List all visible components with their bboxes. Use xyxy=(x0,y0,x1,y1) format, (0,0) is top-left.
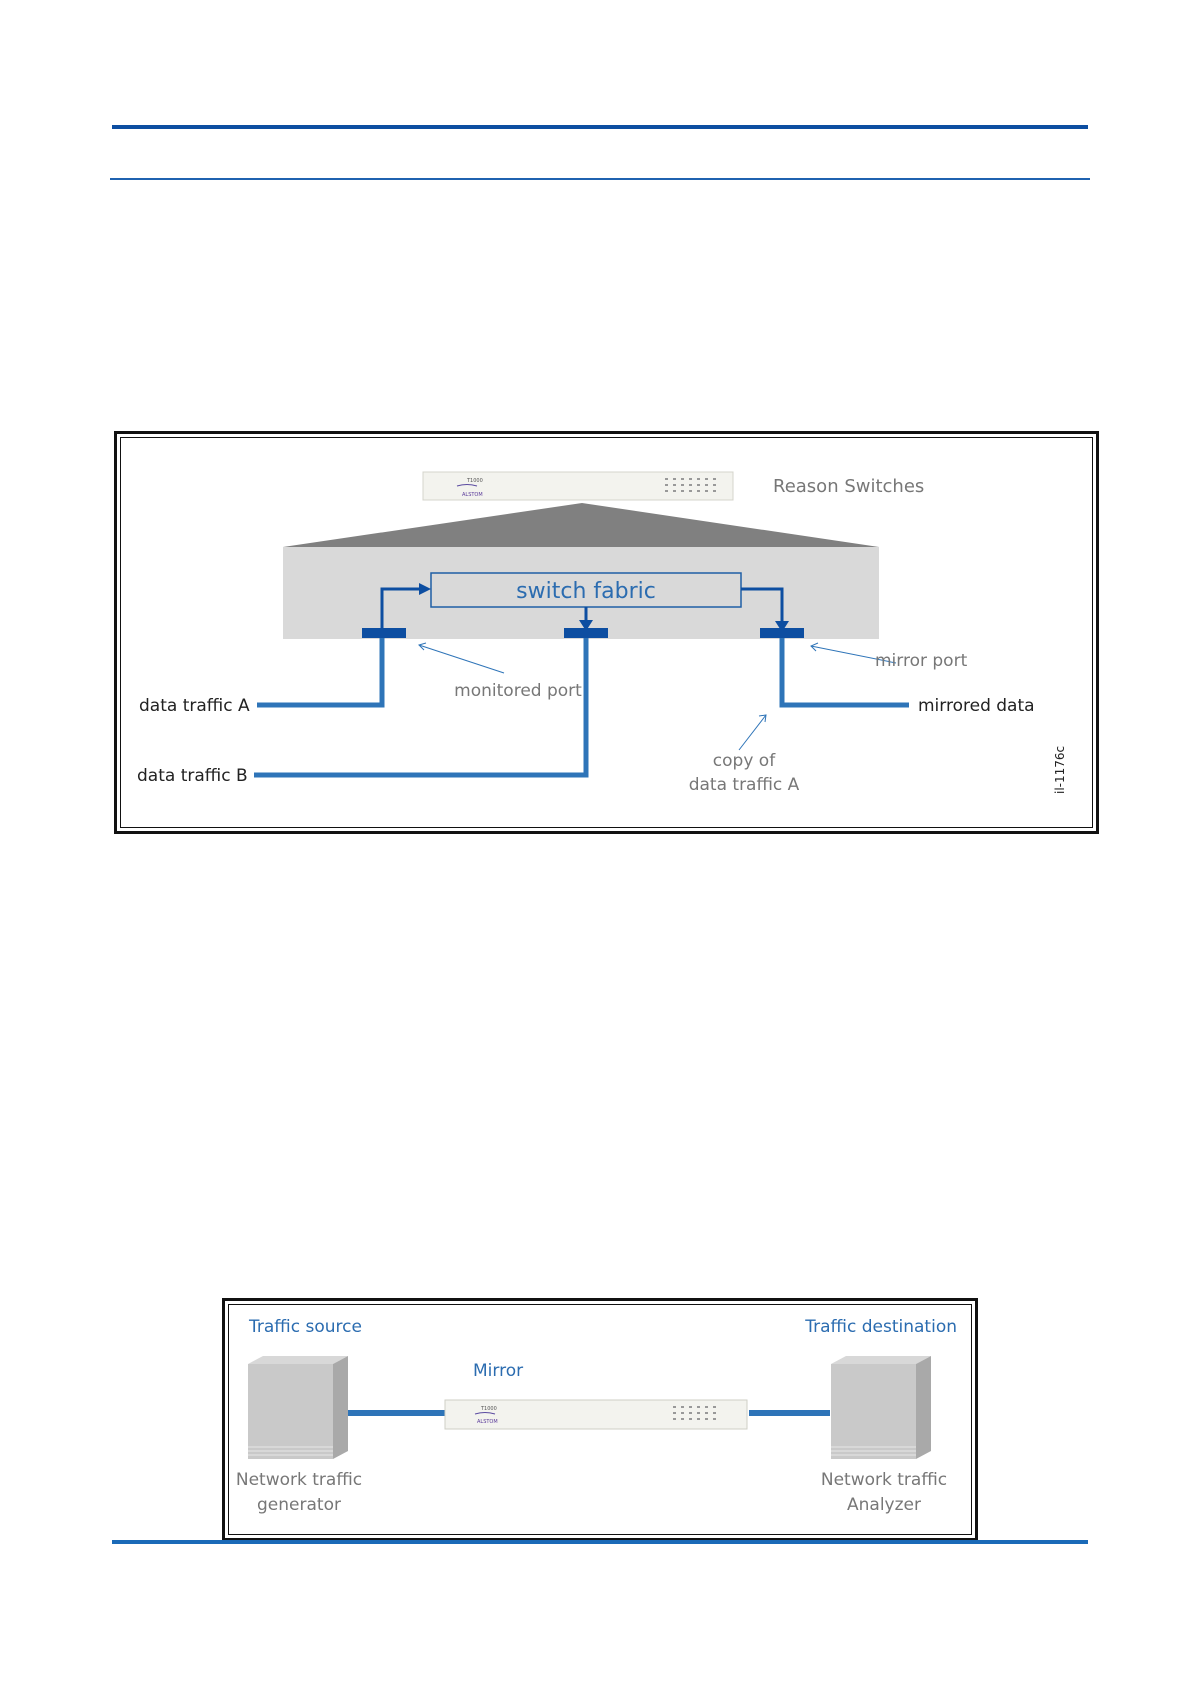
footer-rule xyxy=(112,1540,1088,1544)
generator-label-line2: generator xyxy=(257,1495,341,1515)
reason-switches-label: Reason Switches xyxy=(773,476,925,497)
traffic-analyzer-icon xyxy=(831,1356,931,1459)
port-b xyxy=(564,628,608,638)
figure-id-label: il-1176c xyxy=(1053,745,1067,794)
traffic-lines xyxy=(254,638,909,775)
device-brand-text: ALSTOM xyxy=(477,1419,498,1425)
mirrored-data-label: mirrored data xyxy=(918,696,1035,716)
mirror-setup-diagram xyxy=(225,1301,975,1538)
generator-label-line1: Network traffic xyxy=(235,1470,363,1490)
traffic-destination-heading: Traffic destination xyxy=(805,1317,957,1337)
mirror-setup-figure xyxy=(222,1298,978,1541)
analyzer-label-line1: Network traffic xyxy=(820,1470,948,1490)
analyzer-label-line2: Analyzer xyxy=(847,1495,921,1515)
mirror-port-label: mirror port xyxy=(875,651,968,671)
switch-device-image xyxy=(423,472,733,500)
monitored-port xyxy=(362,628,406,638)
switch-fabric-label: switch fabric xyxy=(516,579,656,604)
mirror-label: Mirror xyxy=(473,1361,524,1381)
header-rule-thin xyxy=(110,178,1090,180)
device-model-text: T1000 xyxy=(481,1406,497,1412)
monitored-port-label: monitored port xyxy=(454,681,582,701)
traffic-generator-icon xyxy=(248,1356,348,1459)
copy-of-label-line1: copy of xyxy=(712,751,776,771)
port-mirroring-diagram xyxy=(117,434,1096,831)
traffic-source-heading: Traffic source xyxy=(249,1317,362,1337)
header-rule-thick xyxy=(112,125,1088,129)
mirror-device-image xyxy=(445,1400,747,1429)
port-mirroring-figure xyxy=(114,431,1099,834)
line-mirrored-data xyxy=(782,638,909,705)
data-traffic-b-label: data traffic B xyxy=(137,766,248,786)
line-data-traffic-a xyxy=(257,638,382,705)
magnify-wedge xyxy=(283,503,879,547)
device-model-text: T1000 xyxy=(467,478,483,484)
mirror-port xyxy=(760,628,804,638)
copy-of-label-line2: data traffic A xyxy=(688,775,800,795)
device-brand-text: ALSTOM xyxy=(462,492,483,498)
data-traffic-a-label: data traffic A xyxy=(139,696,250,716)
